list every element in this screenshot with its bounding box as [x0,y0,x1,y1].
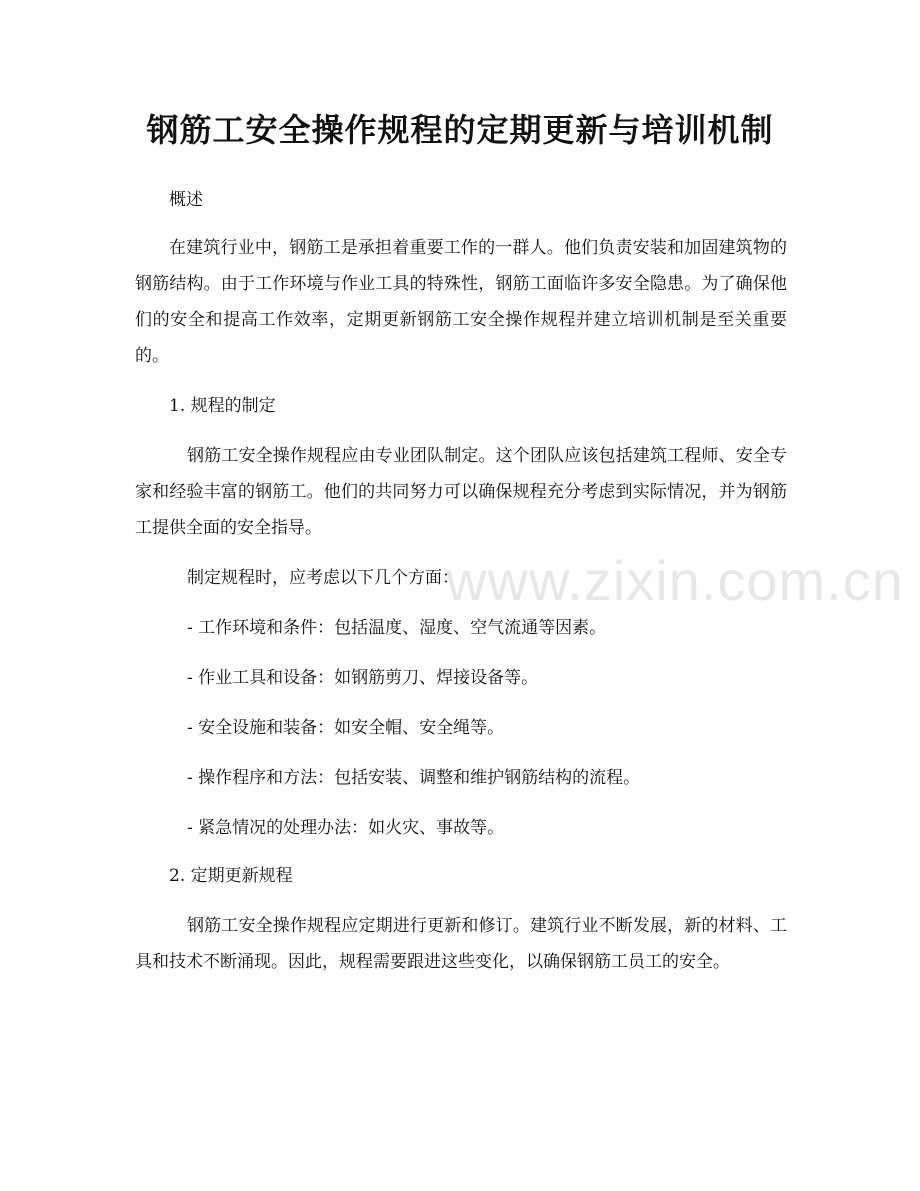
list-item: - 作业工具和设备：如钢筋剪刀、焊接设备等。 [187,668,539,688]
section1-paragraph: 钢筋工安全操作规程应由专业团队制定。这个团队应该包括建筑工程师、安全专家和经验丰富的钢筋工。他们的共同努力可以确保规程充分考虑到实际情况，并为钢筋工提供全面的安全指导。 [135,446,787,538]
list-item: - 工作环境和条件：包括温度、湿度、空气流通等因素。 [187,618,607,638]
heading-overview: 概述 [169,190,203,210]
list-item: - 紧急情况的处理办法：如火灾、事故等。 [187,818,505,838]
intro-paragraph: 在建筑行业中，钢筋工是承担着重要工作的一群人。他们负责安装和加固建筑物的钢筋结构。由于工作环境与作业工具的特殊性，钢筋工面临许多安全隐患。为了确保他们的安全和提高工作效率，定期更新钢筋工安全操作规程并建立培训机制是至关重要的。 [135,238,787,366]
list-item: - 操作程序和方法：包括安装、调整和维护钢筋结构的流程。 [187,768,641,788]
section1-heading: 1. 规程的制定 [169,396,276,416]
list-item: - 安全设施和装备：如安全帽、安全绳等。 [187,718,505,738]
section2-heading: 2. 定期更新规程 [169,866,293,886]
document-title: 钢筋工安全操作规程的定期更新与培训机制 [146,111,774,149]
section1-list-intro: 制定规程时，应考虑以下几个方面： [187,568,459,588]
section2-paragraph: 钢筋工安全操作规程应定期进行更新和修订。建筑行业不断发展，新的材料、工具和技术不断涌现。因此，规程需要跟进这些变化，以确保钢筋工员工的安全。 [135,916,787,972]
watermark: www.zixin.com.cn [446,549,904,612]
